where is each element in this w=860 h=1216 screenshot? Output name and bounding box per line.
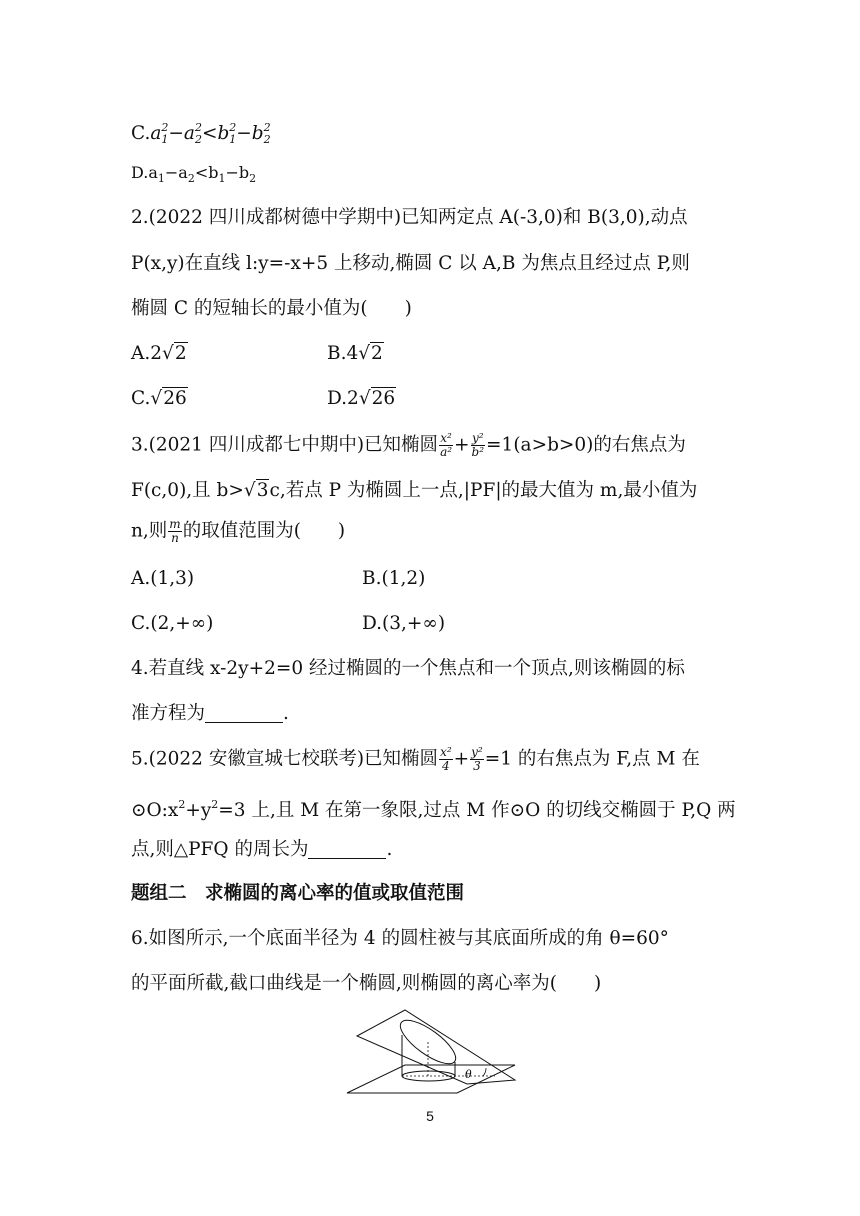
q1-option-c-formula: $a^2_1-a^2_2<b^2_1-b^2_2$ (150, 121, 271, 146)
q2-option-b-label: B.4 (327, 343, 359, 364)
page-number: 5 (426, 1108, 434, 1124)
q5-line-2: $⊙O:x^2+y^2=3$ 上,且 M 在第一象限,过点 M 作⊙O 的切线交椭圆于 P,Q 两 (131, 798, 736, 821)
q4-answer-blank (205, 704, 283, 723)
q1-option-c-label: C. (131, 123, 151, 144)
q3-line-3-b: 的取值范围为( ) (182, 520, 346, 542)
q2-line-3: 椭圆 C 的短轴长的最小值为( ) (131, 298, 412, 319)
q2-option-a-label: A.2 (131, 343, 163, 364)
q5-line-2-c: =3 上,且 M 在第一象限,过点 M 作⊙O 的切线交椭圆于 P,Q 两 (218, 800, 736, 821)
q2-option-c-label: C. (131, 388, 151, 409)
q3-frac-y: $\frac{\text{y²}}{\text{b²}}$ (471, 431, 485, 459)
q6-line-1: 6.如图所示,一个底面半径为 4 的圆柱被与其底面所成的角 θ=60° (131, 928, 669, 949)
q3-options-cd (131, 611, 445, 637)
q3-line-3-a: n,则 (131, 520, 168, 542)
q2-option-d-sqrt: √26 (358, 388, 396, 409)
q2-option-d-rad: 26 (371, 388, 396, 409)
q2-options-cd (131, 386, 396, 412)
q3-line-1: 3.(2021 四川成都七中期中)已知椭圆 $\frac{\text{x²}}{\text{a²}}$ + $\frac{\text{y²}}{\text{b²}}$ =1(a>b>0)的右焦点为 (131, 431, 686, 459)
q3-line-2-a: F(c,0),且 b> (131, 480, 244, 501)
q5-line-1: 5.(2022 安徽宣城七校联考)已知椭圆 $\frac{\text{x²}}{4}$ + $\frac{\text{y²}}{3}$ =1 的右焦点为 F,点 M 在 (131, 745, 700, 773)
section-heading: 题组二 求椭圆的离心率的值或取值范围 (131, 883, 465, 904)
q1-option-d-t3: <b (194, 163, 219, 182)
q1-option-c (131, 115, 271, 153)
q3-sqrt: √3 (243, 480, 269, 501)
q6-line-2: 的平面所截,截口曲线是一个椭圆,则椭圆的离心率为( ) (131, 973, 602, 994)
q1-option-d-s4: 2 (249, 172, 257, 185)
q1-option-d (131, 160, 256, 192)
q5-line-1-a: 5.(2022 安徽宣城七校联考)已知椭圆 (131, 748, 439, 770)
q3-line-3 (131, 518, 345, 545)
q3-option-a: A.(1,3) (131, 568, 195, 589)
q3-line-1-a: 3.(2021 四川成都七中期中)已知椭圆 (131, 434, 439, 456)
q5-line-2-b: +y (185, 800, 212, 821)
q3-line-1-b: =1(a>b>0)的右焦点为 (486, 434, 686, 456)
base-plane (347, 1065, 515, 1093)
q3-line-2-b: c,若点 P 为椭圆上一点,|PF|的最大值为 m,最小值为 (269, 480, 698, 501)
q2-option-a-sqrt: √2 (162, 343, 187, 364)
q3-frac-mn: $\frac{m}{n}$ (169, 517, 181, 545)
q2-options-ab (131, 341, 384, 367)
q2-option-c-sqrt: √26 (150, 388, 187, 409)
q3-frac-x: $\frac{\text{x²}}{\text{a²}}$ (440, 431, 453, 459)
q1-option-d-label: D. (131, 163, 149, 182)
q5-frac-y: $\frac{\text{y²}}{3}$ (471, 745, 483, 773)
q5-frac-x: $\frac{\text{x²}}{4}$ (440, 745, 452, 773)
q4-line-2-a: 准方程为 (131, 703, 206, 724)
q1-option-d-s2: 2 (187, 172, 195, 185)
q5-line-2-a: ⊙O:x (131, 800, 179, 821)
q3-options-ab (131, 566, 425, 592)
q1-option-d-s1: 1 (157, 172, 165, 185)
q5-line-3-a: 点,则△PFQ 的周长为 (131, 839, 309, 860)
q1-option-d-t1: a (148, 163, 158, 182)
angle-arc (483, 1068, 486, 1076)
q2-option-d-label: D.2 (327, 388, 359, 409)
q1-option-d-t4: −b (225, 163, 250, 182)
q5-line-3-b: . (386, 839, 393, 860)
inclined-plane (357, 1010, 515, 1084)
q3-line-2 (131, 478, 697, 504)
q3-option-d: D.(3,+∞) (362, 613, 446, 634)
q2-option-b (327, 341, 384, 367)
q3-sqrt-rad: 3 (256, 480, 269, 501)
q2-option-d (327, 386, 396, 412)
cylinder-figure (345, 1008, 520, 1098)
q1-option-d-s3: 1 (218, 172, 226, 185)
q2-line-2: P(x,y)在直线 l:y=-x+5 上移动,椭圆 C 以 A,B 为焦点且经过点 P,则 (131, 253, 690, 274)
q1-option-d-t2: −a (164, 163, 188, 182)
q4-line-1: 4.若直线 x-2y+2=0 经过椭圆的一个焦点和一个顶点,则该椭圆的标 (131, 658, 685, 679)
q5-answer-blank (308, 840, 386, 859)
q2-line-1: 2.(2022 四川成都树德中学期中)已知两定点 A(-3,0)和 B(3,0),动点 (131, 207, 688, 228)
q3-option-c: C.(2,+∞) (131, 613, 214, 634)
theta-label: θ (465, 1068, 472, 1081)
q5-line-3 (131, 837, 392, 863)
q2-option-b-sqrt: √2 (358, 343, 383, 364)
q2-option-a-rad: 2 (174, 343, 187, 364)
q5-line-1-b: =1 的右焦点为 F,点 M 在 (484, 748, 700, 770)
q2-option-c (131, 386, 327, 412)
q2-option-a (131, 341, 327, 367)
q2-option-c-rad: 26 (163, 388, 187, 409)
q4-line-2 (131, 701, 289, 727)
q2-option-b-rad: 2 (371, 343, 383, 364)
q3-option-b: B.(1,2) (362, 568, 426, 589)
q4-line-2-b: . (283, 703, 289, 724)
